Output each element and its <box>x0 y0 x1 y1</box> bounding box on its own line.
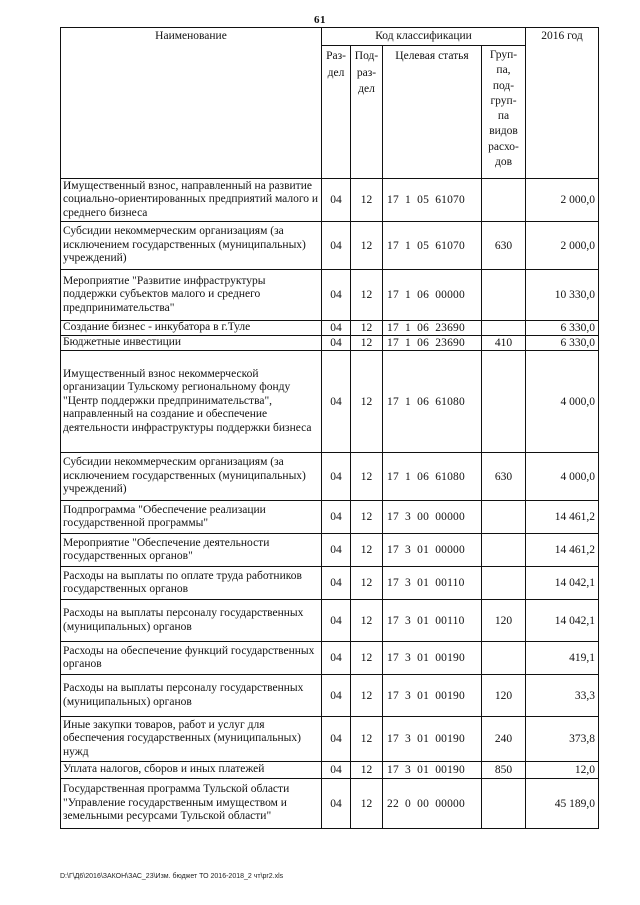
row-name: Имущественный взнос, направленный на развитие социально-ориентированных предприятий малого и среднего бизнеса <box>61 179 322 222</box>
header-name: Наименование <box>61 28 322 179</box>
row-subsection: 12 <box>351 351 383 453</box>
table-row <box>61 779 599 829</box>
header-year: 2016 год <box>526 28 599 179</box>
row-expense-group: 630 <box>482 453 526 501</box>
row-name: Расходы на выплаты персоналу государственных (муниципальных) органов <box>61 675 322 717</box>
table-row <box>61 336 599 351</box>
header-target: Целевая статья <box>383 46 482 179</box>
row-section: 04 <box>322 642 351 675</box>
row-subsection: 12 <box>351 501 383 534</box>
row-expense-group <box>482 179 526 222</box>
row-amount: 33,3 <box>526 675 599 717</box>
row-amount: 4 000,0 <box>526 453 599 501</box>
row-name: Расходы на выплаты персоналу государственных (муниципальных) органов <box>61 600 322 642</box>
row-expense-group: 120 <box>482 675 526 717</box>
row-target-article: 17 1 05 61070 <box>383 222 482 270</box>
row-amount: 419,1 <box>526 642 599 675</box>
row-target-article: 17 3 01 00190 <box>383 762 482 779</box>
row-target-article: 17 3 01 00190 <box>383 675 482 717</box>
row-name: Создание бизнес - инкубатора в г.Туле <box>61 321 322 336</box>
row-section: 04 <box>322 179 351 222</box>
header-group: Груп- па, под- груп- па видов расхо- дов <box>482 46 526 179</box>
row-name: Мероприятие "Обеспечение деятельности государственных органов" <box>61 534 322 567</box>
row-section: 04 <box>322 717 351 762</box>
table-row <box>61 534 599 567</box>
row-amount: 45 189,0 <box>526 779 599 829</box>
table-row <box>61 717 599 762</box>
row-amount: 14 461,2 <box>526 501 599 534</box>
row-subsection: 12 <box>351 222 383 270</box>
page-number: 61 <box>314 14 326 26</box>
row-target-article: 17 1 06 23690 <box>383 336 482 351</box>
row-target-article: 17 3 01 00000 <box>383 534 482 567</box>
row-target-article: 17 1 06 00000 <box>383 270 482 321</box>
row-expense-group: 240 <box>482 717 526 762</box>
row-section: 04 <box>322 321 351 336</box>
row-amount: 14 042,1 <box>526 600 599 642</box>
row-section: 04 <box>322 779 351 829</box>
row-expense-group: 410 <box>482 336 526 351</box>
row-amount: 2 000,0 <box>526 222 599 270</box>
file-path-footer: D:\Г\Д6\2016\ЗАКОН\ЗАС_23\Изм. бюджет ТО 2016-2018_2 чт\pr2.xls <box>60 873 284 880</box>
row-subsection: 12 <box>351 717 383 762</box>
row-expense-group <box>482 534 526 567</box>
row-subsection: 12 <box>351 642 383 675</box>
row-section: 04 <box>322 222 351 270</box>
row-subsection: 12 <box>351 600 383 642</box>
row-subsection: 12 <box>351 179 383 222</box>
row-name: Субсидии некоммерческим организациям (за исключением государственных (муниципальных) учреждений) <box>61 453 322 501</box>
header-subsection: Под- раз- дел <box>351 46 383 179</box>
row-target-article: 17 3 01 00110 <box>383 600 482 642</box>
table-row <box>61 675 599 717</box>
row-name: Расходы на обеспечение функций государственных органов <box>61 642 322 675</box>
row-target-article: 17 1 05 61070 <box>383 179 482 222</box>
row-target-article: 17 3 01 00190 <box>383 642 482 675</box>
row-target-article: 17 1 06 61080 <box>383 453 482 501</box>
row-subsection: 12 <box>351 762 383 779</box>
row-target-article: 17 3 00 00000 <box>383 501 482 534</box>
table-row <box>61 321 599 336</box>
row-name: Субсидии некоммерческим организациям (за исключением государственных (муниципальных) учреждений) <box>61 222 322 270</box>
table-row <box>61 600 599 642</box>
row-section: 04 <box>322 270 351 321</box>
row-section: 04 <box>322 501 351 534</box>
row-section: 04 <box>322 675 351 717</box>
row-amount: 373,8 <box>526 717 599 762</box>
row-name: Бюджетные инвестиции <box>61 336 322 351</box>
table-row <box>61 501 599 534</box>
row-target-article: 17 1 06 23690 <box>383 321 482 336</box>
row-name: Мероприятие "Развитие инфраструктуры поддержки субъектов малого и среднего предпринимательства" <box>61 270 322 321</box>
row-subsection: 12 <box>351 534 383 567</box>
table-row <box>61 351 599 453</box>
row-section: 04 <box>322 762 351 779</box>
table-row <box>61 642 599 675</box>
row-subsection: 12 <box>351 675 383 717</box>
row-amount: 12,0 <box>526 762 599 779</box>
row-name: Подпрограмма "Обеспечение реализации государственной программы" <box>61 501 322 534</box>
table-row <box>61 762 599 779</box>
table-row <box>61 270 599 321</box>
table-row <box>61 179 599 222</box>
row-target-article: 17 3 01 00110 <box>383 567 482 600</box>
row-section: 04 <box>322 351 351 453</box>
row-expense-group: 850 <box>482 762 526 779</box>
row-section: 04 <box>322 336 351 351</box>
row-section: 04 <box>322 453 351 501</box>
header-section: Раз- дел <box>322 46 351 179</box>
row-name: Иные закупки товаров, работ и услуг для обеспечения государственных (муниципальных) нужд <box>61 717 322 762</box>
row-subsection: 12 <box>351 567 383 600</box>
row-amount: 14 461,2 <box>526 534 599 567</box>
row-subsection: 12 <box>351 779 383 829</box>
row-expense-group <box>482 321 526 336</box>
row-amount: 6 330,0 <box>526 336 599 351</box>
row-section: 04 <box>322 567 351 600</box>
row-target-article: 17 3 01 00190 <box>383 717 482 762</box>
row-expense-group <box>482 501 526 534</box>
table-row <box>61 222 599 270</box>
row-amount: 4 000,0 <box>526 351 599 453</box>
row-name: Расходы на выплаты по оплате труда работников государственных органов <box>61 567 322 600</box>
row-subsection: 12 <box>351 336 383 351</box>
table-row <box>61 453 599 501</box>
row-amount: 6 330,0 <box>526 321 599 336</box>
row-expense-group: 120 <box>482 600 526 642</box>
row-target-article: 22 0 00 00000 <box>383 779 482 829</box>
row-amount: 14 042,1 <box>526 567 599 600</box>
header-code: Код классификации <box>322 28 526 46</box>
row-section: 04 <box>322 600 351 642</box>
row-expense-group <box>482 351 526 453</box>
row-expense-group <box>482 779 526 829</box>
row-amount: 2 000,0 <box>526 179 599 222</box>
row-target-article: 17 1 06 61080 <box>383 351 482 453</box>
row-name: Уплата налогов, сборов и иных платежей <box>61 762 322 779</box>
row-expense-group <box>482 642 526 675</box>
row-subsection: 12 <box>351 270 383 321</box>
row-name: Государственная программа Тульской области "Управление государственным имуществом и земельными ресурсами Тульской области" <box>61 779 322 829</box>
row-section: 04 <box>322 534 351 567</box>
row-expense-group: 630 <box>482 222 526 270</box>
row-expense-group <box>482 270 526 321</box>
row-subsection: 12 <box>351 321 383 336</box>
row-expense-group <box>482 567 526 600</box>
table-row <box>61 567 599 600</box>
row-name: Имущественный взнос некоммерческой организации Тульскому региональному фонду "Центр поддержки предпринимательства", направленный на создание и обеспечение деятельности инфраструктуры поддержки бизнеса <box>61 351 322 453</box>
budget-table <box>60 27 599 829</box>
row-subsection: 12 <box>351 453 383 501</box>
row-amount: 10 330,0 <box>526 270 599 321</box>
